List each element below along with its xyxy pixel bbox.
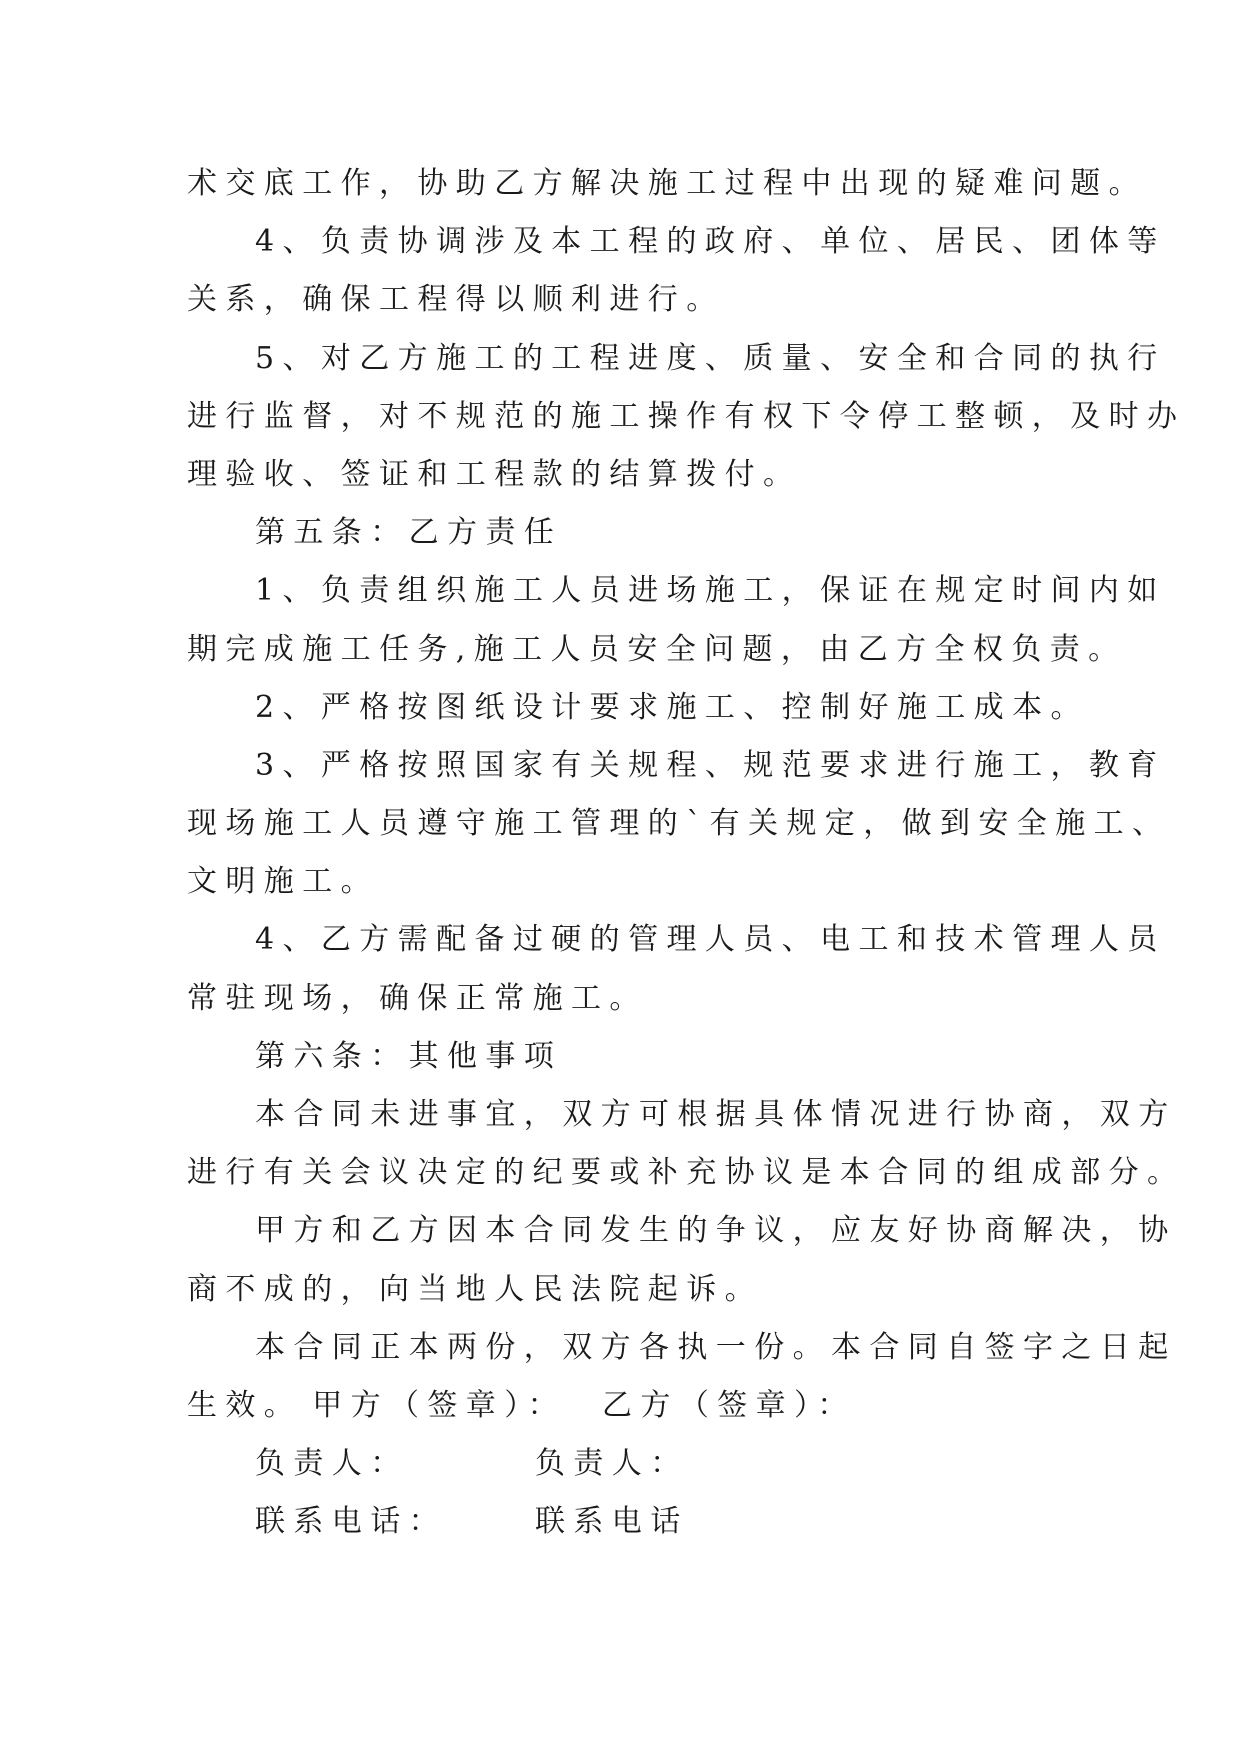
paragraph-line: 期完成施工任务,施工人员安全问题，由乙方全权负责。 [187,631,1127,667]
paragraph-line: 文明施工。 [187,864,379,900]
paragraph-line: 2、严格按图纸设计要求施工、控制好施工成本。 [255,689,1089,725]
paragraph-line: 常驻现场，确保正常施工。 [187,980,648,1016]
paragraph-line: 4、负责协调涉及本工程的政府、单位、居民、团体等 [255,224,1166,260]
paragraph-line: 4、乙方需配备过硬的管理人员、电工和技术管理人员 [255,922,1166,958]
paragraph-line: 术交底工作，协助乙方解决施工过程中出现的疑难问题。 [187,166,1147,201]
party-b-phone-label: 联系电话 [535,1504,689,1540]
party-b-sign-label: 乙方（签章）： [602,1387,856,1423]
paragraph-line: 3、严格按照国家有关规程、规范要求进行施工，教育 [255,747,1166,783]
paragraph-line: 本合同正本两份，双方各执一份。本合同自签字之日起 [255,1329,1177,1365]
paragraph-line: 1、负责组织施工人员进场施工，保证在规定时间内如 [255,573,1166,609]
paragraph-line: 关系，确保工程得以顺利进行。 [187,282,725,318]
paragraph-line: 理验收、签证和工程款的结算拨付。 [187,456,802,492]
contact-phone-row [187,1493,1057,1551]
paragraph-line: 进行监督，对不规范的施工操作有权下令停工整顿，及时办 [187,398,1186,434]
paragraph-line: 5、对乙方施工的工程进度、质量、安全和合同的执行 [255,340,1166,376]
document-page [187,155,1186,1552]
paragraph-line: 甲方和乙方因本合同发生的争议，应友好协商解决，协 [255,1213,1177,1249]
paragraph-line: 现场施工人员遵守施工管理的`有关规定，做到安全施工、 [187,806,1171,842]
paragraph-line: 商不成的，向当地人民法院起诉。 [187,1271,763,1307]
party-b-responsible-label: 负责人： [535,1446,689,1482]
party-a-phone-label: 联系电话： [255,1504,447,1540]
effective-text: 生效。 [187,1387,303,1423]
paragraph-line: 进行有关会议决定的纪要或补充协议是本合同的组成部分。 [187,1155,1186,1191]
section-heading: 第五条：乙方责任 [255,515,563,551]
section-heading: 第六条：其他事项 [255,1038,563,1074]
party-a-sign-label: 甲方（签章）： [312,1387,567,1423]
responsible-person-row [187,1435,1057,1493]
paragraph-line: 本合同未进事宜，双方可根据具体情况进行协商，双方 [255,1097,1177,1132]
party-a-responsible-label: 负责人： [255,1446,409,1482]
signature-line [187,1377,1057,1435]
